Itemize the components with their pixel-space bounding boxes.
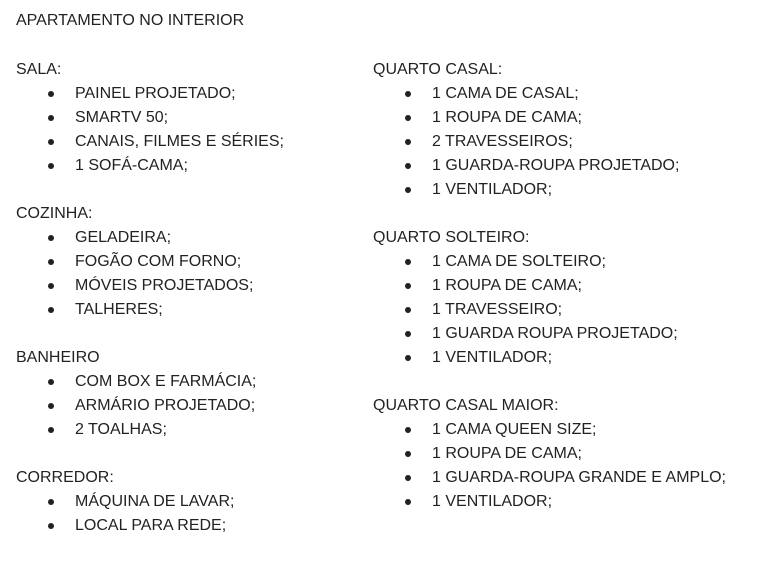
list-item (16, 226, 284, 250)
list-item (373, 274, 726, 298)
list-item (373, 346, 726, 370)
bullet-icon (48, 115, 54, 121)
list-item-text: 1 GUARDA-ROUPA GRANDE E AMPLO; (432, 469, 726, 486)
bullet-icon (405, 451, 411, 457)
bullet-icon (405, 163, 411, 169)
list-item-text: 1 CAMA DE SOLTEIRO; (432, 253, 606, 270)
list-item-text: MÓVEIS PROJETADOS; (75, 277, 254, 294)
bullet-icon (405, 283, 411, 289)
list-item (373, 178, 726, 202)
section-heading: SALA: (16, 61, 62, 78)
list-item-text: 1 CAMA DE CASAL; (432, 85, 579, 102)
list-item (16, 490, 284, 514)
list-item-text: 1 SOFÁ-CAMA; (75, 157, 188, 174)
right-column (373, 58, 726, 538)
left-column (16, 58, 284, 562)
bullet-icon (405, 115, 411, 121)
list-item-text: 1 VENTILADOR; (432, 493, 553, 510)
list-item (373, 154, 726, 178)
list-item-text: CANAIS, FILMES E SÉRIES; (75, 133, 284, 150)
bullet-icon (405, 331, 411, 337)
bullet-icon (405, 91, 411, 97)
item-list (16, 370, 284, 442)
list-item-text: 1 GUARDA-ROUPA PROJETADO; (432, 157, 680, 174)
item-list (373, 82, 726, 202)
list-item-text: COM BOX E FARMÁCIA; (75, 373, 257, 390)
list-item (373, 466, 726, 490)
section-quarto-casal (373, 58, 726, 202)
item-list (373, 250, 726, 370)
list-item-text: 1 TRAVESSEIRO; (432, 301, 563, 318)
bullet-icon (405, 259, 411, 265)
list-item (16, 82, 284, 106)
bullet-icon (48, 403, 54, 409)
section-quarto-solteiro (373, 226, 726, 370)
bullet-icon (48, 259, 54, 265)
section-heading: CORREDOR: (16, 469, 114, 486)
list-item-text: GELADEIRA; (75, 229, 172, 246)
list-item-text: TALHERES; (75, 301, 163, 318)
list-item (373, 298, 726, 322)
bullet-icon (48, 523, 54, 529)
item-list (373, 418, 726, 514)
list-item (16, 394, 284, 418)
list-item-text: PAINEL PROJETADO; (75, 85, 236, 102)
bullet-icon (405, 187, 411, 193)
list-item-text: LOCAL PARA REDE; (75, 517, 227, 534)
list-item (373, 250, 726, 274)
section-banheiro (16, 346, 284, 442)
bullet-icon (48, 235, 54, 241)
item-list (16, 82, 284, 178)
list-item (373, 130, 726, 154)
bullet-icon (48, 283, 54, 289)
list-item-text: FOGÃO COM FORNO; (75, 253, 242, 270)
section-heading: QUARTO SOLTEIRO: (373, 229, 530, 246)
list-item-text: MÁQUINA DE LAVAR; (75, 493, 235, 510)
list-item-text: 1 ROUPA DE CAMA; (432, 445, 582, 462)
list-item-text: SMARTV 50; (75, 109, 169, 126)
list-item (16, 154, 284, 178)
section-cozinha (16, 202, 284, 322)
bullet-icon (48, 307, 54, 313)
list-item (373, 82, 726, 106)
section-corredor (16, 466, 284, 538)
section-heading: QUARTO CASAL MAIOR: (373, 397, 559, 414)
bullet-icon (48, 427, 54, 433)
list-item (16, 274, 284, 298)
list-item (373, 322, 726, 346)
section-quarto-casal-maior (373, 394, 726, 514)
section-heading: QUARTO CASAL: (373, 61, 503, 78)
list-item (16, 106, 284, 130)
list-item-text: 1 ROUPA DE CAMA; (432, 109, 582, 126)
list-item-text: 1 VENTILADOR; (432, 181, 553, 198)
list-item (16, 130, 284, 154)
bullet-icon (405, 427, 411, 433)
item-list (16, 490, 284, 538)
list-item-text: 1 VENTILADOR; (432, 349, 553, 366)
list-item (16, 514, 284, 538)
list-item (16, 250, 284, 274)
document-title: APARTAMENTO NO INTERIOR (16, 12, 245, 29)
list-item-text: ARMÁRIO PROJETADO; (75, 397, 256, 414)
section-sala (16, 58, 284, 178)
list-item (373, 442, 726, 466)
list-item-text: 1 GUARDA ROUPA PROJETADO; (432, 325, 678, 342)
list-item-text: 2 TOALHAS; (75, 421, 167, 438)
bullet-icon (405, 139, 411, 145)
list-item-text: 2 TRAVESSEIROS; (432, 133, 573, 150)
item-list (16, 226, 284, 322)
bullet-icon (48, 499, 54, 505)
bullet-icon (48, 379, 54, 385)
bullet-icon (405, 307, 411, 313)
list-item (16, 298, 284, 322)
bullet-icon (405, 475, 411, 481)
bullet-icon (48, 163, 54, 169)
list-item (373, 418, 726, 442)
list-item (16, 418, 284, 442)
list-item (373, 106, 726, 130)
list-item (373, 490, 726, 514)
section-heading: BANHEIRO (16, 349, 100, 366)
bullet-icon (48, 91, 54, 97)
list-item (16, 370, 284, 394)
list-item-text: 1 CAMA QUEEN SIZE; (432, 421, 597, 438)
bullet-icon (405, 355, 411, 361)
section-heading: COZINHA: (16, 205, 93, 222)
bullet-icon (48, 139, 54, 145)
list-item-text: 1 ROUPA DE CAMA; (432, 277, 582, 294)
bullet-icon (405, 499, 411, 505)
